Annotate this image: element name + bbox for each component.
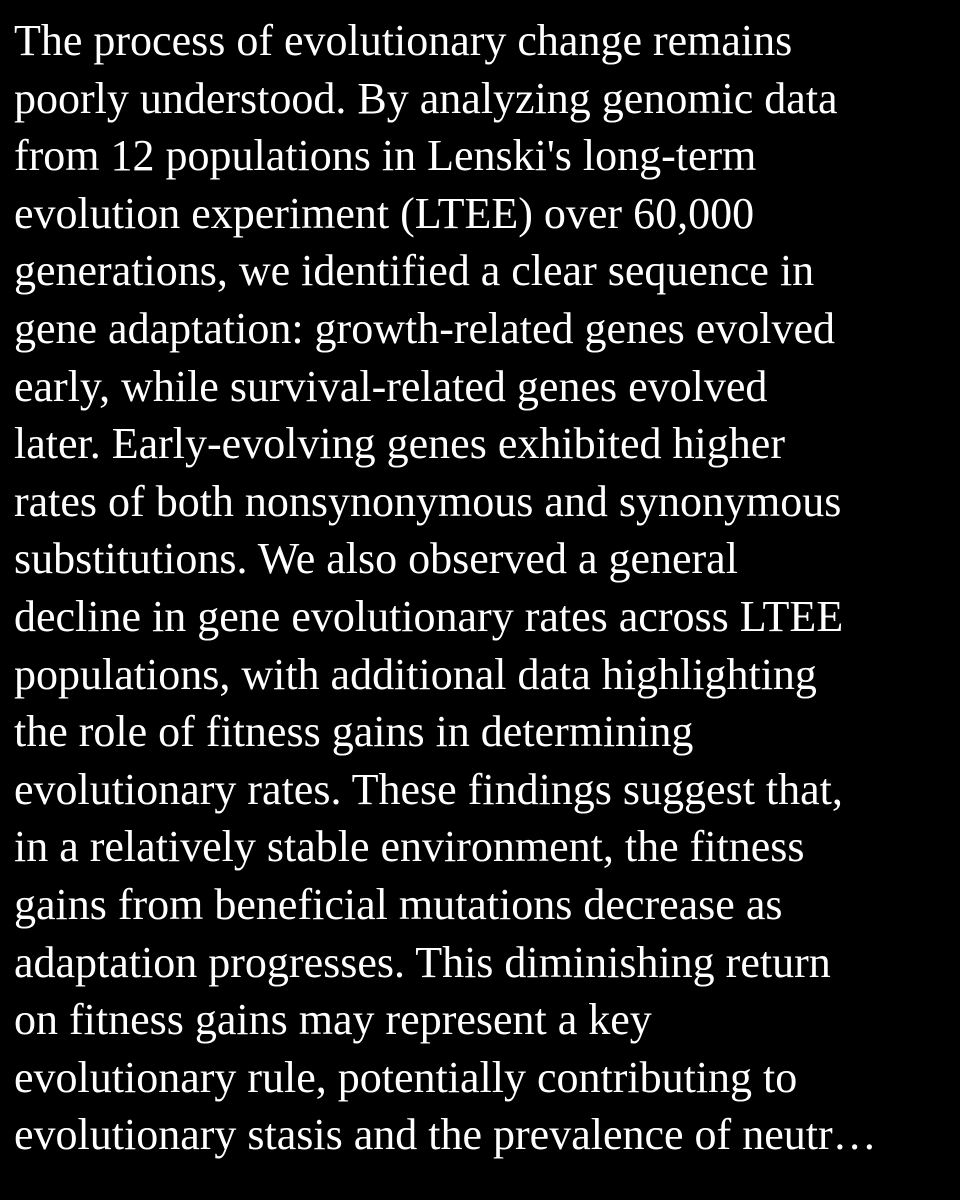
abstract-line: later. Early-evolving genes exhibited higher — [14, 419, 785, 469]
abstract-line: gene adaptation: growth-related genes evolved — [14, 303, 836, 353]
abstract-line: in a relatively stable environment, the fitness — [14, 822, 805, 872]
abstract-line: substitutions. We also observed a general — [14, 534, 738, 584]
abstract-line: The process of evolutionary change remains — [14, 16, 793, 65]
abstract-line: evolutionary rates. These findings suggest that, — [14, 764, 843, 814]
abstract-line: adaptation progresses. This diminishing return — [14, 937, 831, 987]
abstract-line: generations, we identified a clear sequence in — [14, 246, 815, 296]
abstract-line: on fitness gains may represent a key — [14, 995, 652, 1045]
abstract-text — [14, 12, 954, 1164]
abstract-line: early, while survival-related genes evolved — [14, 361, 768, 411]
abstract-line: decline in gene evolutionary rates across LTEE — [14, 591, 844, 641]
abstract-line: populations, with additional data highlighting — [14, 649, 817, 699]
abstract-line-truncated: evolutionary stasis and the prevalence of neutr… — [14, 1110, 877, 1160]
abstract-line: evolutionary rule, potentially contributing to — [14, 1052, 798, 1102]
abstract-line: poorly understood. By analyzing genomic data — [14, 73, 838, 123]
abstract-line: from 12 populations in Lenski's long-term — [14, 131, 757, 181]
abstract-line: evolution experiment (LTEE) over 60,000 — [14, 188, 755, 238]
abstract-line: gains from beneficial mutations decrease as — [14, 879, 783, 929]
abstract-line: rates of both nonsynonymous and synonymous — [14, 476, 842, 526]
abstract-line: the role of fitness gains in determining — [14, 707, 694, 757]
